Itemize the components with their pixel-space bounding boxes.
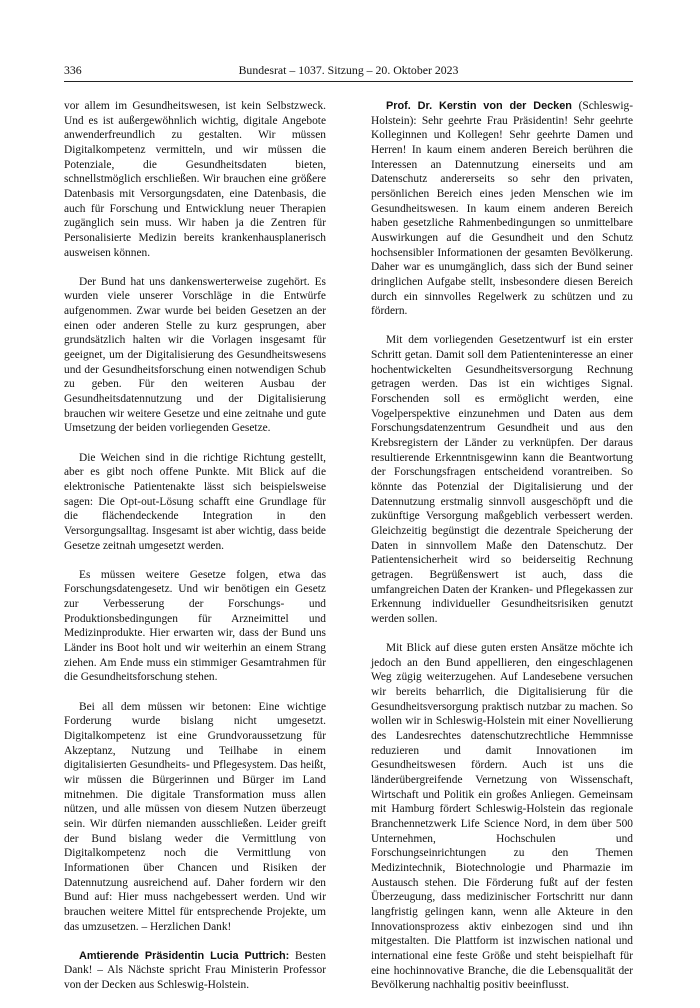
paragraph: Bei all dem müssen wir betonen: Eine wichtige Forderung wurde bislang nicht umgesetzt. Digitalkompetenz ist eine Grundvoraussetzung für Akzeptanz, Nutzung und Teilhabe in einem digitalisierten Gesundheits- und Pflegesystem. Das heißt, wir müssen die Bürgerinnen und Bürger im Land mitnehmen. Die digitale Transformation muss allen nützen, und alle müssen von diesem Nutzen überzeugt sein. Wir dürfen niemanden ausschließen. Leider greift der Bund bislang weder die Vermittlung von Digitalkompetenz noch die Vermittlung von Informationen über Chancen und Risiken der Datennutzung ausreichend auf. Daher fordern wir den Bund auf: Hier muss nachgebessert werden. Und wir brauchen weitere Mittel für entsprechende Projekte, um das umzusetzen. – Herzlichen Dank! xyxy=(64,700,326,933)
paragraph: Die Weichen sind in die richtige Richtung gestellt, aber es gibt noch offene Punkte. Mit Blick auf die elektronische Patientenakte lässt sich beispielsweise sagen: Die Opt-out-Lösung schafft eine Grundlage für die flächendeckende Integration in den Versorgungsalltag. Insgesamt ist aber wichtig, dass beide Gesetze zeitnah umgesetzt werden. xyxy=(64,451,326,552)
speaker-name: Amtierende Präsidentin Lucia Puttrich: xyxy=(79,949,290,962)
left-column xyxy=(64,99,326,1007)
speaker-name: Prof. Dr. Kerstin von der Decken xyxy=(386,100,572,112)
header-rule xyxy=(64,81,633,82)
paragraph: Mit Blick auf diese guten ersten Ansätze möchte ich jedoch an den Bund appellieren, den eingeschlagenen Weg zügig weiterzugehen. Auf Landesebene versuchen wir bereits beharrlich, die Digitalisierung für die Gesundheitsversorgung praktisch nutzbar zu machen. So wollen wir in Schleswig-Holstein mit einer Novellierung des Landesrechtes datenschutzrechtliche Hemmnisse reduzieren und damit Innovationen im Gesundheitswesen fördern. Auch ist uns die länderübergreifende Vernetzung von Wissenschaft, Wirtschaft und Politik ein großes Anliegen. Gemeinsam mit Hamburg fördert Schleswig-Holstein das regionale Branchennetzwerk Life Science Nord, in dem über 500 Unternehmen, Hochschulen und Forschungseinrichtungen zu den Themen Medizintechnik, Biotechnologie und Pharmazie im Austausch stehen. Die Förderung fußt auf der festen Überzeugung, dass medizinischer Fortschritt nur dann langfristig gelingen kann, wenn alle Akteure in den Innovationsprozess aktiv einbezogen sind und ihn mitgestalten. Die Plattform ist inzwischen national und international eine feste Größe und steht beispielhaft für eine hochinnovative Branche, die die Lebensqualität der Bevölkerung nachhaltig positiv beeinflusst. xyxy=(371,642,633,992)
page-number: 336 xyxy=(64,63,82,77)
running-title: Bundesrat – 1037. Sitzung – 20. Oktober 2023 xyxy=(238,63,459,77)
paragraph: Es müssen weitere Gesetze folgen, etwa das Forschungsdatengesetz. Und wir benötigen ein Gesetz zur Verbesserung der Forschungs- und Produktionsbedingungen für Arzneimittel und Medizinprodukte. Hier erwarten wir, dass der Bund uns Länder ins Boot holt und wir weiterhin an einem Strang ziehen. Am Ende muss ein stimmiger Gesamtrahmen für die Gesundheitsforschung stehen. xyxy=(64,568,326,684)
page-header xyxy=(64,62,633,80)
speaker-paragraph xyxy=(64,949,326,993)
speaker-text: Besten Dank! – Als Nächste spricht Frau Ministerin Professor von der Decken aus Schleswig-Holstein. xyxy=(64,949,326,992)
speaker-text: (Schleswig-Holstein): Sehr geehrte Frau Präsidentin! Sehr geehrte Kolleginnen und Kollegen! Sehr geehrte Damen und Herren! In kaum einem anderen Bereich berühren die Interessen an Datennutzung einerseits und am Datenschutz andererseits so sehr den privaten, persönlichen Bereich eines jeden Menschen wie im Gesundheitswesen. In kaum einem anderen Bereich haben gesetzliche Rahmenbedingungen so unmittelbare Auswirkungen auf die Gesundheit und den Schutz hochsensibler Informationen der gesamten Bevölkerung. Daher war es unumgänglich, dass sich der Bund seiner dringlichen Aufgabe stellt, insbesondere diesen Bereich durch ein sinnvolles Regelwerk zu schützen und zu fördern. xyxy=(371,100,633,318)
right-column xyxy=(371,99,633,1008)
paragraph: Der Bund hat uns dankenswerterweise zugehört. Es wurden viele unserer Vorschläge in die Entwürfe aufgenommen. Zwar wurde bei beiden Gesetzen an der einen oder anderen Stelle zu kurz gesprungen, aber grundsätzlich halten wir die Vorlagen insgesamt für geeignet, um der Digitalisierung des Gesundheitswesens und der Gesundheitsforschung einen notwendigen Schub zu geben. Für den weiteren Ausbau der Gesundheitsdatennutzung und der Digitalisierung brauchen wir weitere Gesetze und eine zeitnahe und gute Umsetzung der beiden vorliegenden Gesetze. xyxy=(64,275,326,435)
speaker-paragraph xyxy=(371,99,633,319)
paragraph: vor allem im Gesundheitswesen, ist kein Selbstzweck. Und es ist außergewöhnlich wichtig, digitale Angebote anwenderfreundlich zu gestalten. Wir müssen Digitalkompetenz vermitteln, und wir müssen die Potenziale, die Gesundheitsdaten bieten, schnellstmöglich erschließen. Wir brauchen eine größere Datenbasis mit Versorgungsdaten, eine Datenbasis, die auch für Forschung und Entwicklung neuer Therapien zugänglich sein muss. Wir haben ja die Zentren für Personalisierte Medizin bereits krankenhausplanerisch ausweisen können. xyxy=(64,100,326,259)
paragraph: Mit dem vorliegenden Gesetzentwurf ist ein erster Schritt getan. Damit soll dem Patienteninteresse an einer hochentwickelten Gesundheitsversorgung Rechnung getragen werden. Das ist ein wichtiges Signal. Forschenden soll es ermöglicht werden, eine Vogelperspektive einzunehmen und Daten aus dem Forschungsdatenzentrum Gesundheit und aus den Krebsregistern der Länder zu verknüpfen. Der daraus resultierende Erkenntnisgewinn kann die Beantwortung der Forschungsfragen entscheidend vorantreiben. So könnte das Potenzial der Digitalisierung und der Datennutzung erstmalig sinnvoll ausgeschöpft und die zukünftige Versorgung maßgeblich verbessert werden. Gleichzeitig begünstigt die dezentrale Speicherung der Daten in sinnvollem Maße den Datenschutz. Der Patientensicherheit wird so beiderseitig Rechnung getragen. Begrüßenswert ist auch, dass die umfangreichen Daten der Kranken- und Pflegekassen zur Erkennung individueller Gesundheitsrisiken genutzt werden sollen. xyxy=(371,334,633,625)
